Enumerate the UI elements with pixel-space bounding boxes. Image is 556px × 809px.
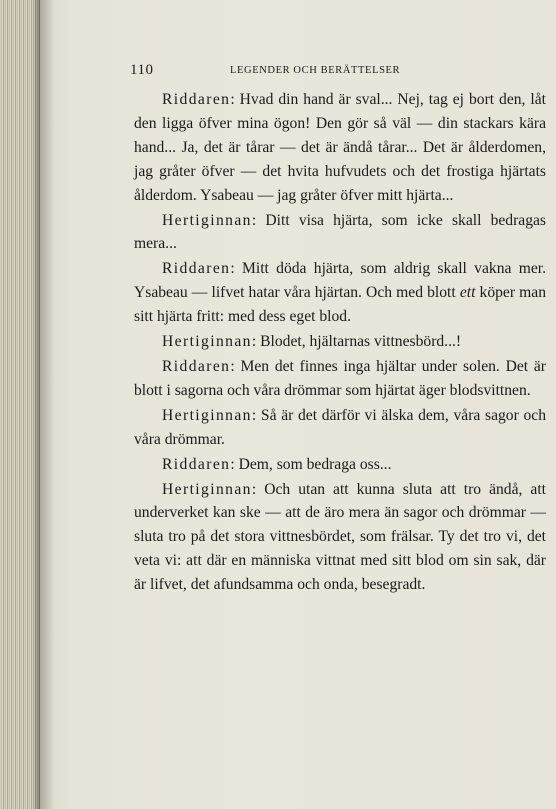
dialogue-text: [134, 88, 546, 598]
dialogue-line: Och utan att kunna sluta att tro ändå, att underverket kan ske — att de äro mera än sagor och drömmar — sluta tro på det stora vittnesbördet, som frälsar. Ty det tro vi, det veta vi: att där en människa vittnat med sitt blod om sin sak, där är lifvet, det afundsamma och onda, besegradt.: [134, 480, 546, 594]
dialogue-line: Så är det därför vi älska dem, våra sagor och våra drömmar.: [134, 406, 547, 448]
speaker-name: Hertiginnan: [162, 480, 252, 498]
page-number: 110: [130, 62, 154, 78]
speaker-name: Riddaren: [162, 260, 231, 278]
dialogue-paragraph: Riddaren: Mitt döda hjärta, som aldrig skall vakna mer. Ysabeau — lifvet hatar våra hjärtan. Och med blott ett köper man sitt hjärta fritt: med dess eget blod.: [134, 260, 546, 326]
book-page: [40, 0, 556, 809]
emphasized-word: ett: [459, 284, 476, 302]
dialogue-paragraph: Riddaren: Dem, som bedraga oss...: [162, 455, 392, 473]
running-head: [130, 62, 510, 82]
speaker-name: Hertiginnan: [162, 406, 252, 424]
speaker-name: Riddaren: [162, 455, 231, 473]
dialogue-line: Hvad din hand är sval... Nej, tag ej bort den, låt den ligga öfver mina ögon! Den gör så väl — din stackars kära hand... Ja, det är tårar — det är ändå tårar... Det är ålderdomen, jag gråter öfver — det hvita hufvudets och det frostiga hjärtats ålderdom. Ysabeau — jag gråter öfver mitt hjärta...: [134, 91, 547, 204]
book-page-edges: [0, 0, 40, 809]
dialogue-line: Men det finnes inga hjältar under solen. Det är blott i sagorna och våra drömmar som hjärtat äger blodsvittnen.: [134, 357, 546, 399]
dialogue-paragraph: Hertiginnan: Så är det därför vi älska dem, våra sagor och våra drömmar.: [134, 406, 547, 448]
dialogue-paragraph: Hertiginnan: Ditt visa hjärta, som icke skall bedragas mera...: [134, 211, 546, 253]
dialogue-line: Dem, som bedraga oss...: [238, 455, 392, 473]
dialogue-paragraph: Hertiginnan: Och utan att kunna sluta att tro ändå, att underverket kan ske — att de äro mera än sagor och drömmar — sluta tro på det stora vittnesbördet, som frälsar. Ty det tro vi, det veta vi: att där en människa vittnat med sitt blod om sin sak, där är lifvet, det afundsamma och onda, besegradt.: [134, 480, 546, 594]
speaker-name: Riddaren: [162, 357, 231, 375]
speaker-name: Riddaren: [162, 91, 231, 108]
dialogue-line: köper man sitt hjärta fritt: med dess eget blod.: [134, 284, 546, 326]
speaker-name: Hertiginnan: [162, 333, 252, 351]
dialogue-line: Blodet, hjältarnas vittnesbörd...!: [260, 333, 462, 351]
dialogue-paragraph: Hertiginnan: Blodet, hjältarnas vittnesbörd...!: [162, 333, 462, 351]
dialogue-paragraph: Riddaren: Hvad din hand är sval... Nej, tag ej bort den, låt den ligga öfver mina ögon! Den gör så väl — din stackars kära hand... Ja, det är tårar — det är ändå tårar... Det är ålderdomen, jag gråter öfver — det hvita hufvudets och det frostiga hjärtats ålderdom. Ysabeau — jag gråter öfver mitt hjärta...: [134, 91, 547, 204]
dialogue-paragraph: Riddaren: Men det finnes inga hjältar under solen. Det är blott i sagorna och våra drömmar som hjärtat äger blodsvittnen.: [134, 357, 546, 399]
running-head-title: LEGENDER OCH BERÄTTELSER: [230, 65, 401, 76]
dialogue-line: Mitt döda hjärta, som aldrig skall vakna mer. Ysabeau — lifvet hatar våra hjärtan. Och med blott: [134, 260, 546, 302]
speaker-name: Hertiginnan: [162, 211, 252, 229]
dialogue-line: Ditt visa hjärta, som icke skall bedragas mera...: [134, 211, 546, 253]
